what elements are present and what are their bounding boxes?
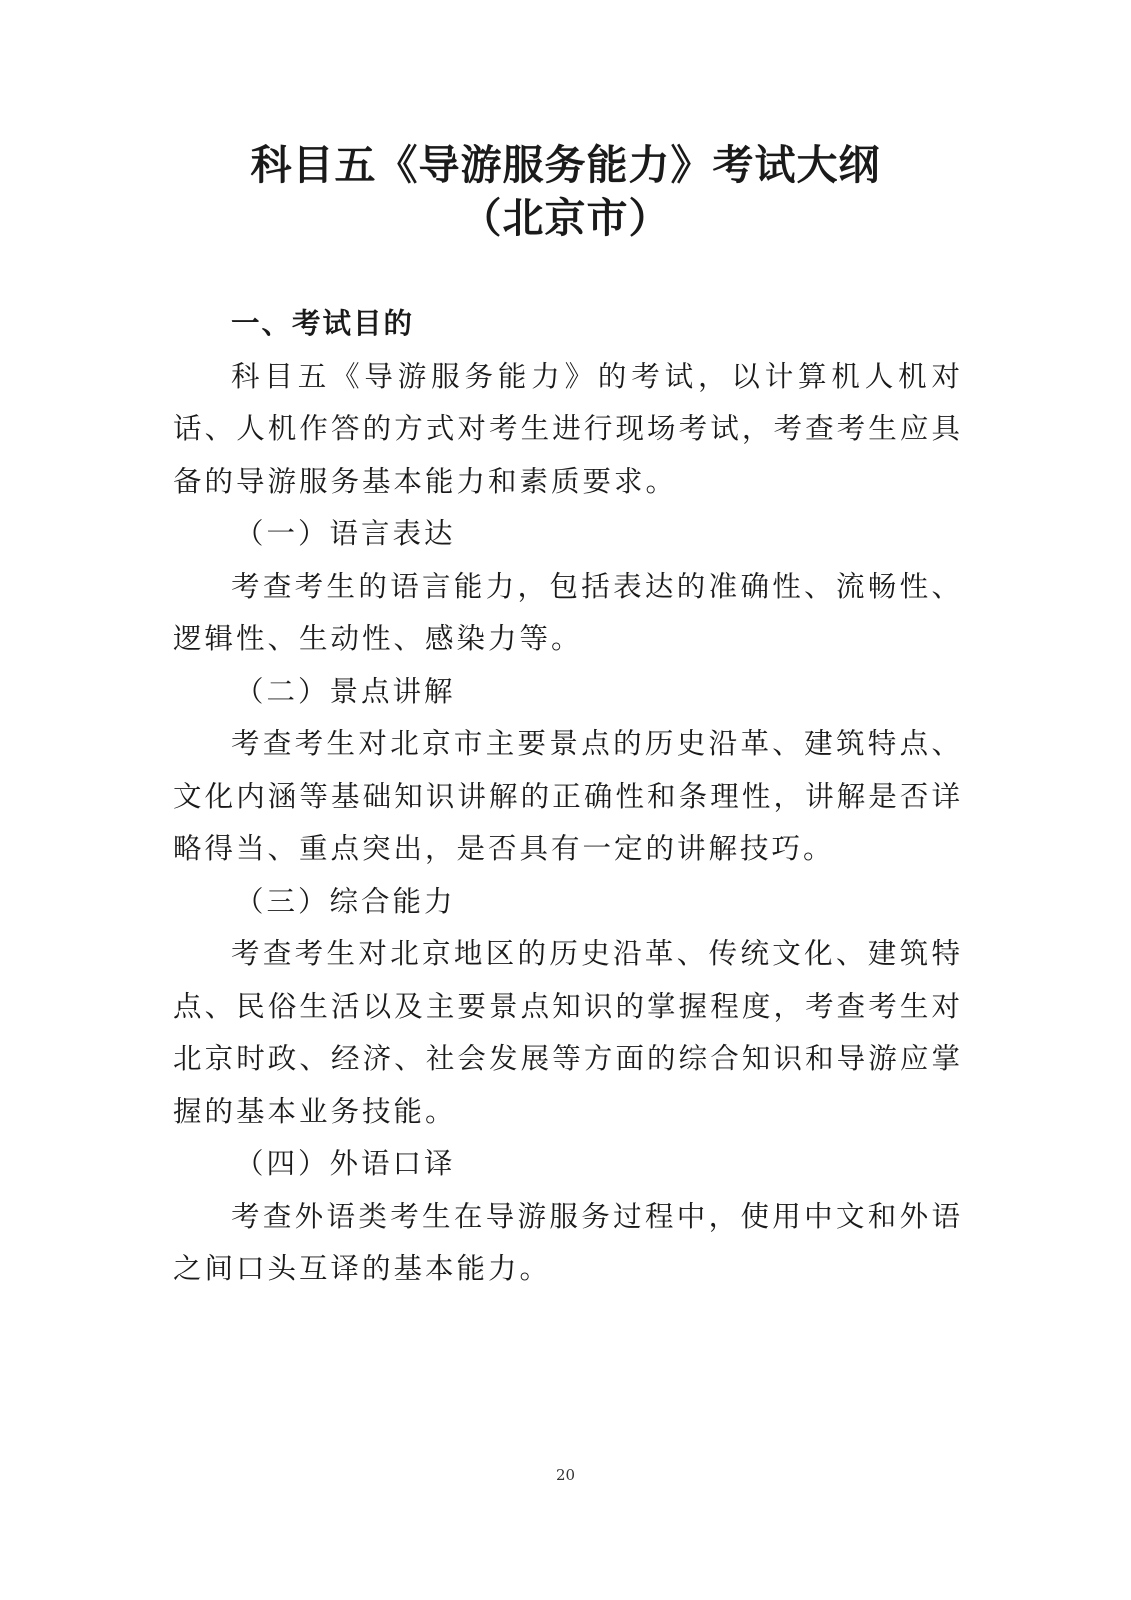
subsection-body-language: 考查考生的语言能力，包括表达的准确性、流畅性、逻辑性、生动性、感染力等。 xyxy=(173,569,963,655)
subsection-body-scenic: 考查考生对北京市主要景点的历史沿革、建筑特点、文化内涵等基础知识讲解的正确性和条理性，讲解是否详略得当、重点突出，是否具有一定的讲解技巧。 xyxy=(173,727,963,865)
section-heading: 一、考试目的 xyxy=(231,307,415,340)
subsection-body-interpretation: 考查外语类考生在导游服务过程中，使用中文和外语之间口头互译的基本能力。 xyxy=(173,1199,963,1285)
subsection-body-comprehensive: 考查考生对北京地区的历史沿革、传统文化、建筑特点、民俗生活以及主要景点知识的掌握程度，考查考生对北京时政、经济、社会发展等方面的综合知识和导游应掌握的基本业务技能。 xyxy=(173,937,963,1128)
subsection-heading-scenic: （二）景点讲解 xyxy=(235,674,456,708)
subsection-heading-comprehensive: （三）综合能力 xyxy=(235,884,456,918)
page-number: 20 xyxy=(555,1466,576,1484)
document-title: 科目五《导游服务能力》考试大纲 xyxy=(250,141,881,189)
document-body xyxy=(173,298,963,1296)
subsection-heading-interpretation: （四）外语口译 xyxy=(235,1147,456,1180)
intro-paragraph: 科目五《导游服务能力》的考试，以计算机人机对话、人机作答的方式对考生进行现场考试，考查考生应具备的导游服务基本能力和素质要求。 xyxy=(173,359,963,498)
subsection-heading-language: （一）语言表达 xyxy=(235,517,456,550)
document-subtitle: （北京市） xyxy=(460,194,671,242)
